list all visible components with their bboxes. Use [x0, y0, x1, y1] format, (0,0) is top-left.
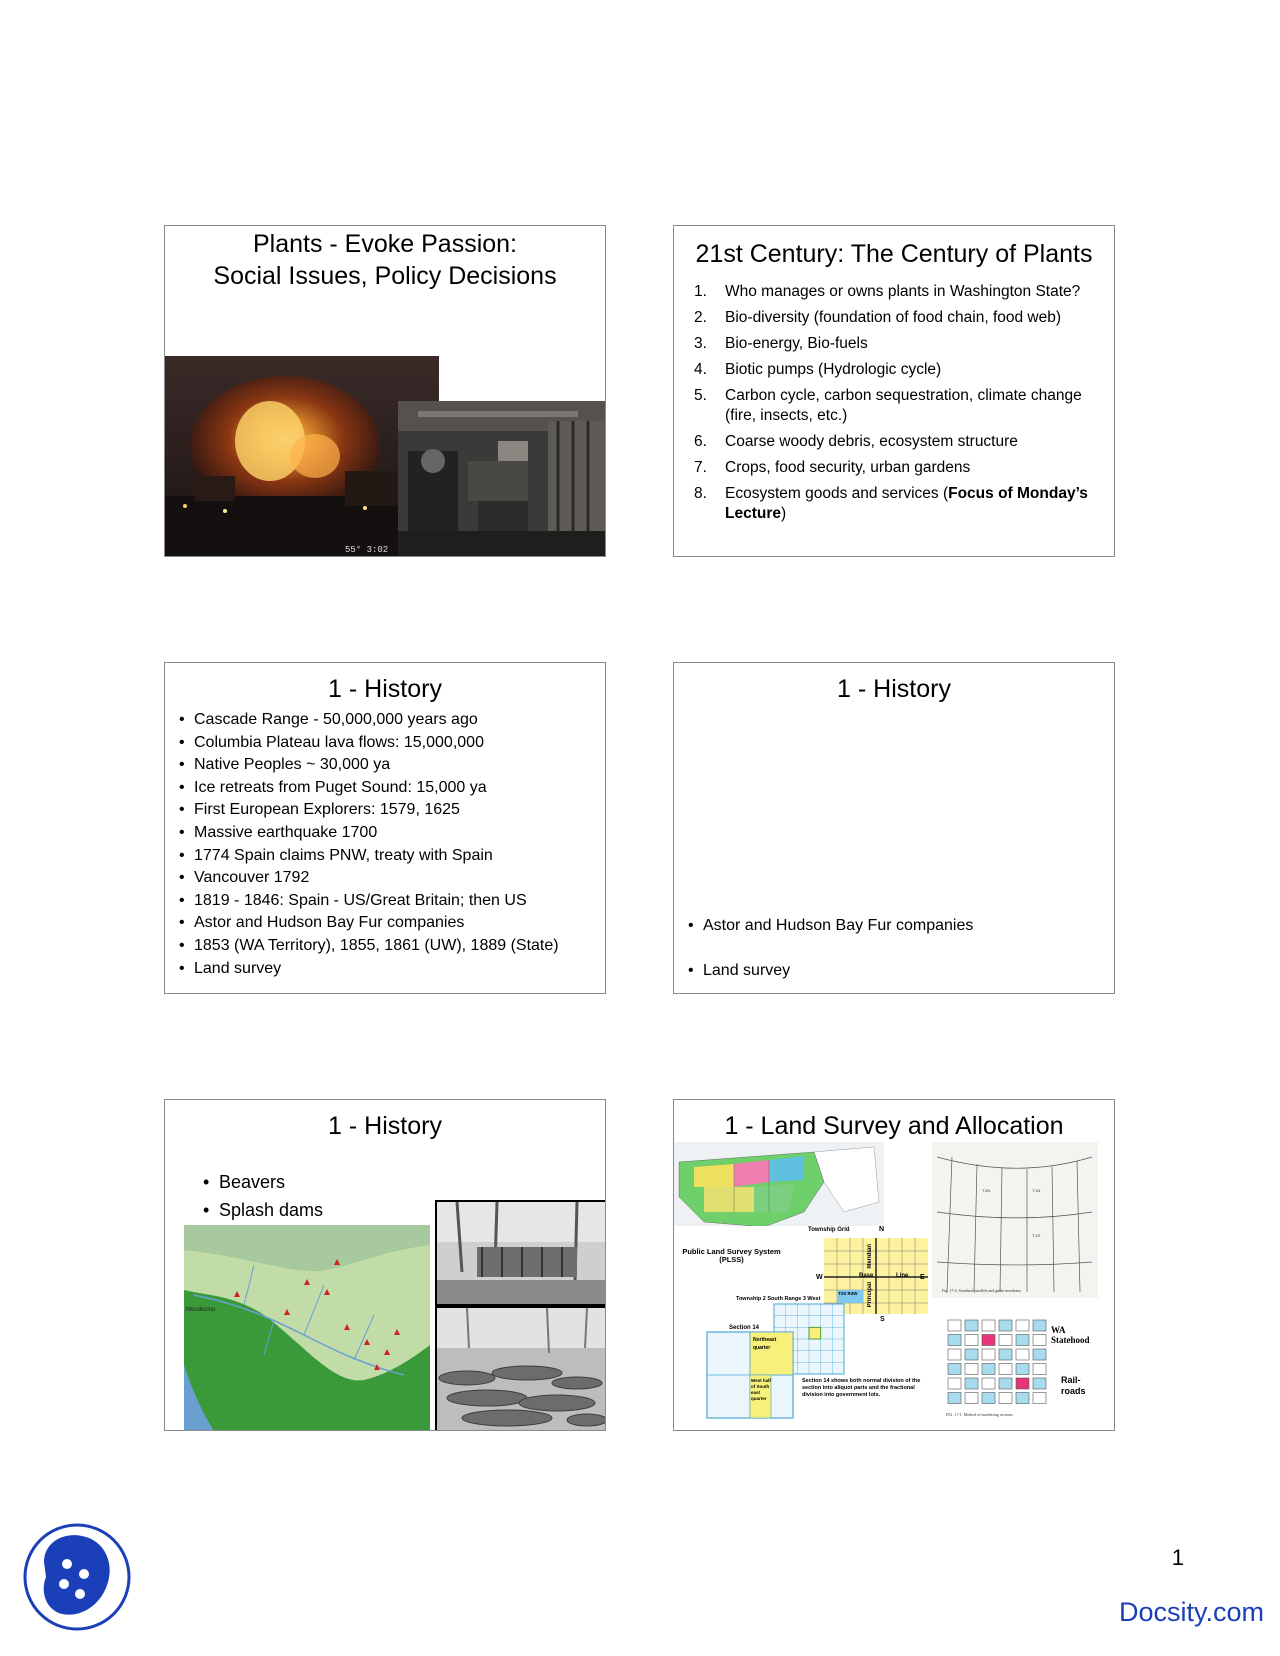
grid-section-cell — [948, 1378, 961, 1389]
item-text: Land survey — [194, 959, 282, 977]
list-item: • Land survey — [688, 960, 1108, 983]
grid-section-cell — [999, 1349, 1012, 1360]
item-text: Cascade Range - 50,000,000 years ago — [194, 711, 478, 728]
item-text: 1774 Spain claims PNW, treaty with Spain — [194, 846, 493, 864]
grid-section-cell — [982, 1349, 995, 1360]
photo-timestamp: 55° 3:02 — [345, 545, 389, 555]
list-item: • Astor and Hudson Bay Fur companies — [179, 912, 599, 935]
grid-section-cell — [965, 1335, 978, 1346]
grid-section-cell — [965, 1378, 978, 1389]
item-text: Bio-energy, Bio-fuels — [725, 335, 868, 352]
item-number: 6. — [694, 433, 707, 450]
item-text: Coarse woody debris, ecosystem structure — [725, 433, 1018, 450]
list-item: • Splash dams — [203, 1196, 599, 1224]
svg-text:T.1S.: T.1S. — [1032, 1233, 1042, 1238]
item-text: 1853 (WA Territory), 1855, 1861 (UW), 1889 (State) — [194, 936, 559, 954]
guide-meridian-diagram — [932, 1142, 1098, 1298]
compass-e-label: E — [920, 1274, 925, 1281]
meridian-label: Meridian — [867, 1244, 873, 1269]
slide-title — [165, 228, 605, 292]
line-label: Line — [896, 1273, 909, 1279]
item-text: Astor and Hudson Bay Fur companies — [194, 914, 465, 932]
base-label: Base — [859, 1273, 874, 1279]
grid-section-cell — [1016, 1393, 1029, 1404]
slide-century-of-plants — [673, 225, 1115, 557]
grid-section-cell — [999, 1378, 1012, 1389]
principal-label: Principal — [867, 1282, 873, 1308]
item-number: 7. — [694, 459, 707, 476]
item-text: Vancouver 1792 — [194, 869, 310, 887]
list-item — [694, 484, 1106, 524]
grid-section-cell — [1033, 1378, 1046, 1389]
splash-dam-photo — [435, 1200, 606, 1306]
item-text: Beavers — [219, 1172, 286, 1192]
title-line-2: Social Issues, Policy Decisions — [213, 262, 557, 290]
item-text: Bio-diversity (foundation of food chain, food web) — [725, 309, 1062, 326]
slide-plants-evoke-passion — [164, 225, 606, 557]
item-number: 3. — [694, 335, 707, 352]
list-item: • Astor and Hudson Bay Fur companies — [688, 915, 1108, 938]
item-text: Crops, food security, urban gardens — [725, 459, 971, 476]
river-basin-map — [184, 1225, 430, 1431]
svg-text:T.1N.: T.1N. — [1032, 1188, 1042, 1193]
grid-section-cell — [1033, 1320, 1046, 1331]
list-item — [694, 282, 1106, 302]
item-text: Ice retreats from Puget Sound: 15,000 ya — [194, 778, 487, 796]
item-number: 5. — [694, 387, 707, 404]
svg-text:T.2N.: T.2N. — [982, 1188, 992, 1193]
section14-label: Section 14 — [729, 1325, 760, 1331]
list-item — [694, 360, 1106, 380]
township-label: Township 2 South Range 3 West — [736, 1296, 821, 1302]
list-item — [694, 334, 1106, 354]
item-text: Biotic pumps (Hydrologic cycle) — [725, 361, 942, 378]
docsity-logo — [22, 1522, 132, 1632]
slide-history-partial — [673, 662, 1115, 994]
list-item — [694, 386, 1106, 426]
list-item: • First European Explorers: 1579, 1625 — [179, 799, 599, 822]
numbered-list — [694, 282, 1106, 530]
title-line-1: Plants - Evoke Passion: — [252, 230, 517, 258]
grid-section-cell — [982, 1378, 995, 1389]
item-text: Land survey — [703, 961, 791, 979]
grid-section-cell — [965, 1320, 978, 1331]
slide-title: 1 - History — [837, 675, 951, 703]
item-text: Who manages or owns plants in Washington State? — [725, 283, 1081, 300]
west-half-label: West half of South east quarter — [751, 1378, 771, 1401]
compass-s-label: S — [880, 1316, 885, 1323]
list-item: • Ice retreats from Puget Sound: 15,000 ya — [179, 777, 599, 800]
burned-interior-photo — [398, 401, 606, 557]
grid-section-cell — [1033, 1335, 1046, 1346]
list-item — [694, 458, 1106, 478]
item-text-plain: Ecosystem goods and services ( — [725, 485, 949, 502]
grid-section-cell — [1016, 1349, 1029, 1360]
grid-section-cell — [982, 1335, 995, 1346]
slide-land-survey — [673, 1099, 1115, 1431]
list-item: • Vancouver 1792 — [179, 867, 599, 890]
grid-section-cell — [1016, 1320, 1029, 1331]
list-item: • Native Peoples ~ 30,000 ya — [179, 754, 599, 777]
section-caption: Section 14 shows both normal division of the section into aliquot parts and the fractional division into government lots. — [802, 1378, 921, 1398]
list-item: • Beavers — [203, 1168, 599, 1196]
item-text: Native Peoples ~ 30,000 ya — [194, 756, 391, 774]
compass-w-label: W — [816, 1274, 823, 1281]
list-item: • 1853 (WA Territory), 1855, 1861 (UW), 1889 (State) — [179, 935, 599, 958]
grid-section-cell — [965, 1364, 978, 1375]
log-drive-photo — [435, 1306, 606, 1431]
grid-section-cell — [1016, 1378, 1029, 1389]
slide-history-timeline — [164, 662, 606, 994]
grid-section-cell — [948, 1349, 961, 1360]
grid-section-cell — [948, 1393, 961, 1404]
item-text: 1819 - 1846: Spain - US/Great Britain; then US — [194, 891, 527, 909]
slide-title: 21st Century: The Century of Plants — [695, 240, 1093, 268]
item-text-close: ) — [781, 505, 787, 522]
grid-section-cell — [1033, 1364, 1046, 1375]
list-item: • Land survey — [179, 958, 599, 981]
grid-section-cell — [999, 1335, 1012, 1346]
compass-n-label: N — [879, 1226, 885, 1233]
item-text: Splash dams — [219, 1200, 324, 1220]
grid-section-cell — [965, 1393, 978, 1404]
slide-title: 1 - History — [328, 675, 442, 703]
list-item: • 1774 Spain claims PNW, treaty with Spain — [179, 845, 599, 868]
grid-section-cell — [1016, 1335, 1029, 1346]
grid-section-cell — [982, 1393, 995, 1404]
plss-diagram — [674, 1226, 930, 1431]
grid-section-cell — [999, 1320, 1012, 1331]
item-number: 1. — [694, 283, 707, 300]
list-item: • Cascade Range - 50,000,000 years ago — [179, 709, 599, 732]
slide-title: 1 - History — [328, 1112, 442, 1140]
grid-section-cell — [982, 1364, 995, 1375]
list-item — [694, 432, 1106, 452]
t2s-r3w-label: T2S R3W — [838, 1291, 858, 1296]
list-item: • Columbia Plateau lava flows: 15,000,000 — [179, 732, 599, 755]
item-number: 4. — [694, 361, 707, 378]
docsity-link[interactable]: Docsity.com — [1118, 1597, 1264, 1627]
item-number: 2. — [694, 309, 707, 326]
grid-section-cell — [1016, 1364, 1029, 1375]
list-item: • Massive earthquake 1700 — [179, 822, 599, 845]
item-text: Columbia Plateau lava flows: 15,000,000 — [194, 733, 484, 751]
grid-section-cell — [982, 1320, 995, 1331]
item-text: First European Explorers: 1579, 1625 — [194, 801, 460, 819]
us-territory-map — [674, 1142, 884, 1232]
item-text: Astor and Hudson Bay Fur companies — [703, 917, 974, 934]
township-grid-label: Township Grid — [808, 1227, 850, 1233]
item-text: Carbon cycle, carbon sequestration, climate change (fire, insects, etc.) — [725, 387, 1082, 424]
list-item — [694, 308, 1106, 328]
statehood-grant-grid — [944, 1318, 1056, 1418]
bullet-list — [688, 915, 1108, 982]
northeast-quarter-label: Northeast quarter — [753, 1337, 777, 1351]
grid-section-cell — [948, 1320, 961, 1331]
plss-label: Public Land Survey System (PLSS) — [682, 1247, 781, 1264]
grid-section-cell — [999, 1364, 1012, 1375]
item-number: 8. — [694, 485, 707, 502]
grid-section-cell — [948, 1335, 961, 1346]
railroads-label: Rail-roads — [1061, 1375, 1086, 1396]
grid-section-cell — [999, 1393, 1012, 1404]
grid-section-cell — [1033, 1349, 1046, 1360]
wa-statehood-label: WA Statehood — [1051, 1325, 1090, 1345]
bullet-list — [179, 709, 599, 980]
item-text-bold: Focus of Monday’s Lecture — [725, 485, 1088, 522]
svg-text:FIG. 17-1. Method of numbering: FIG. 17-1. Method of numbering sections. — [946, 1412, 1014, 1417]
map-town-label: Mendocino — [186, 1307, 216, 1313]
slide-title: 1 - Land Survey and Allocation — [724, 1112, 1064, 1140]
svg-text:Fig. 17-4. Standard parallels: Fig. 17-4. Standard parallels and guide meridians. — [942, 1288, 1022, 1293]
item-text — [725, 484, 1106, 524]
grid-section-cell — [1033, 1393, 1046, 1404]
page-number: 1 — [1171, 1545, 1184, 1570]
list-item: • 1819 - 1846: Spain - US/Great Britain; then US — [179, 890, 599, 913]
slide-history-beavers — [164, 1099, 606, 1431]
grid-section-cell — [965, 1349, 978, 1360]
grid-section-cell — [948, 1364, 961, 1375]
item-text: Massive earthquake 1700 — [194, 823, 378, 841]
